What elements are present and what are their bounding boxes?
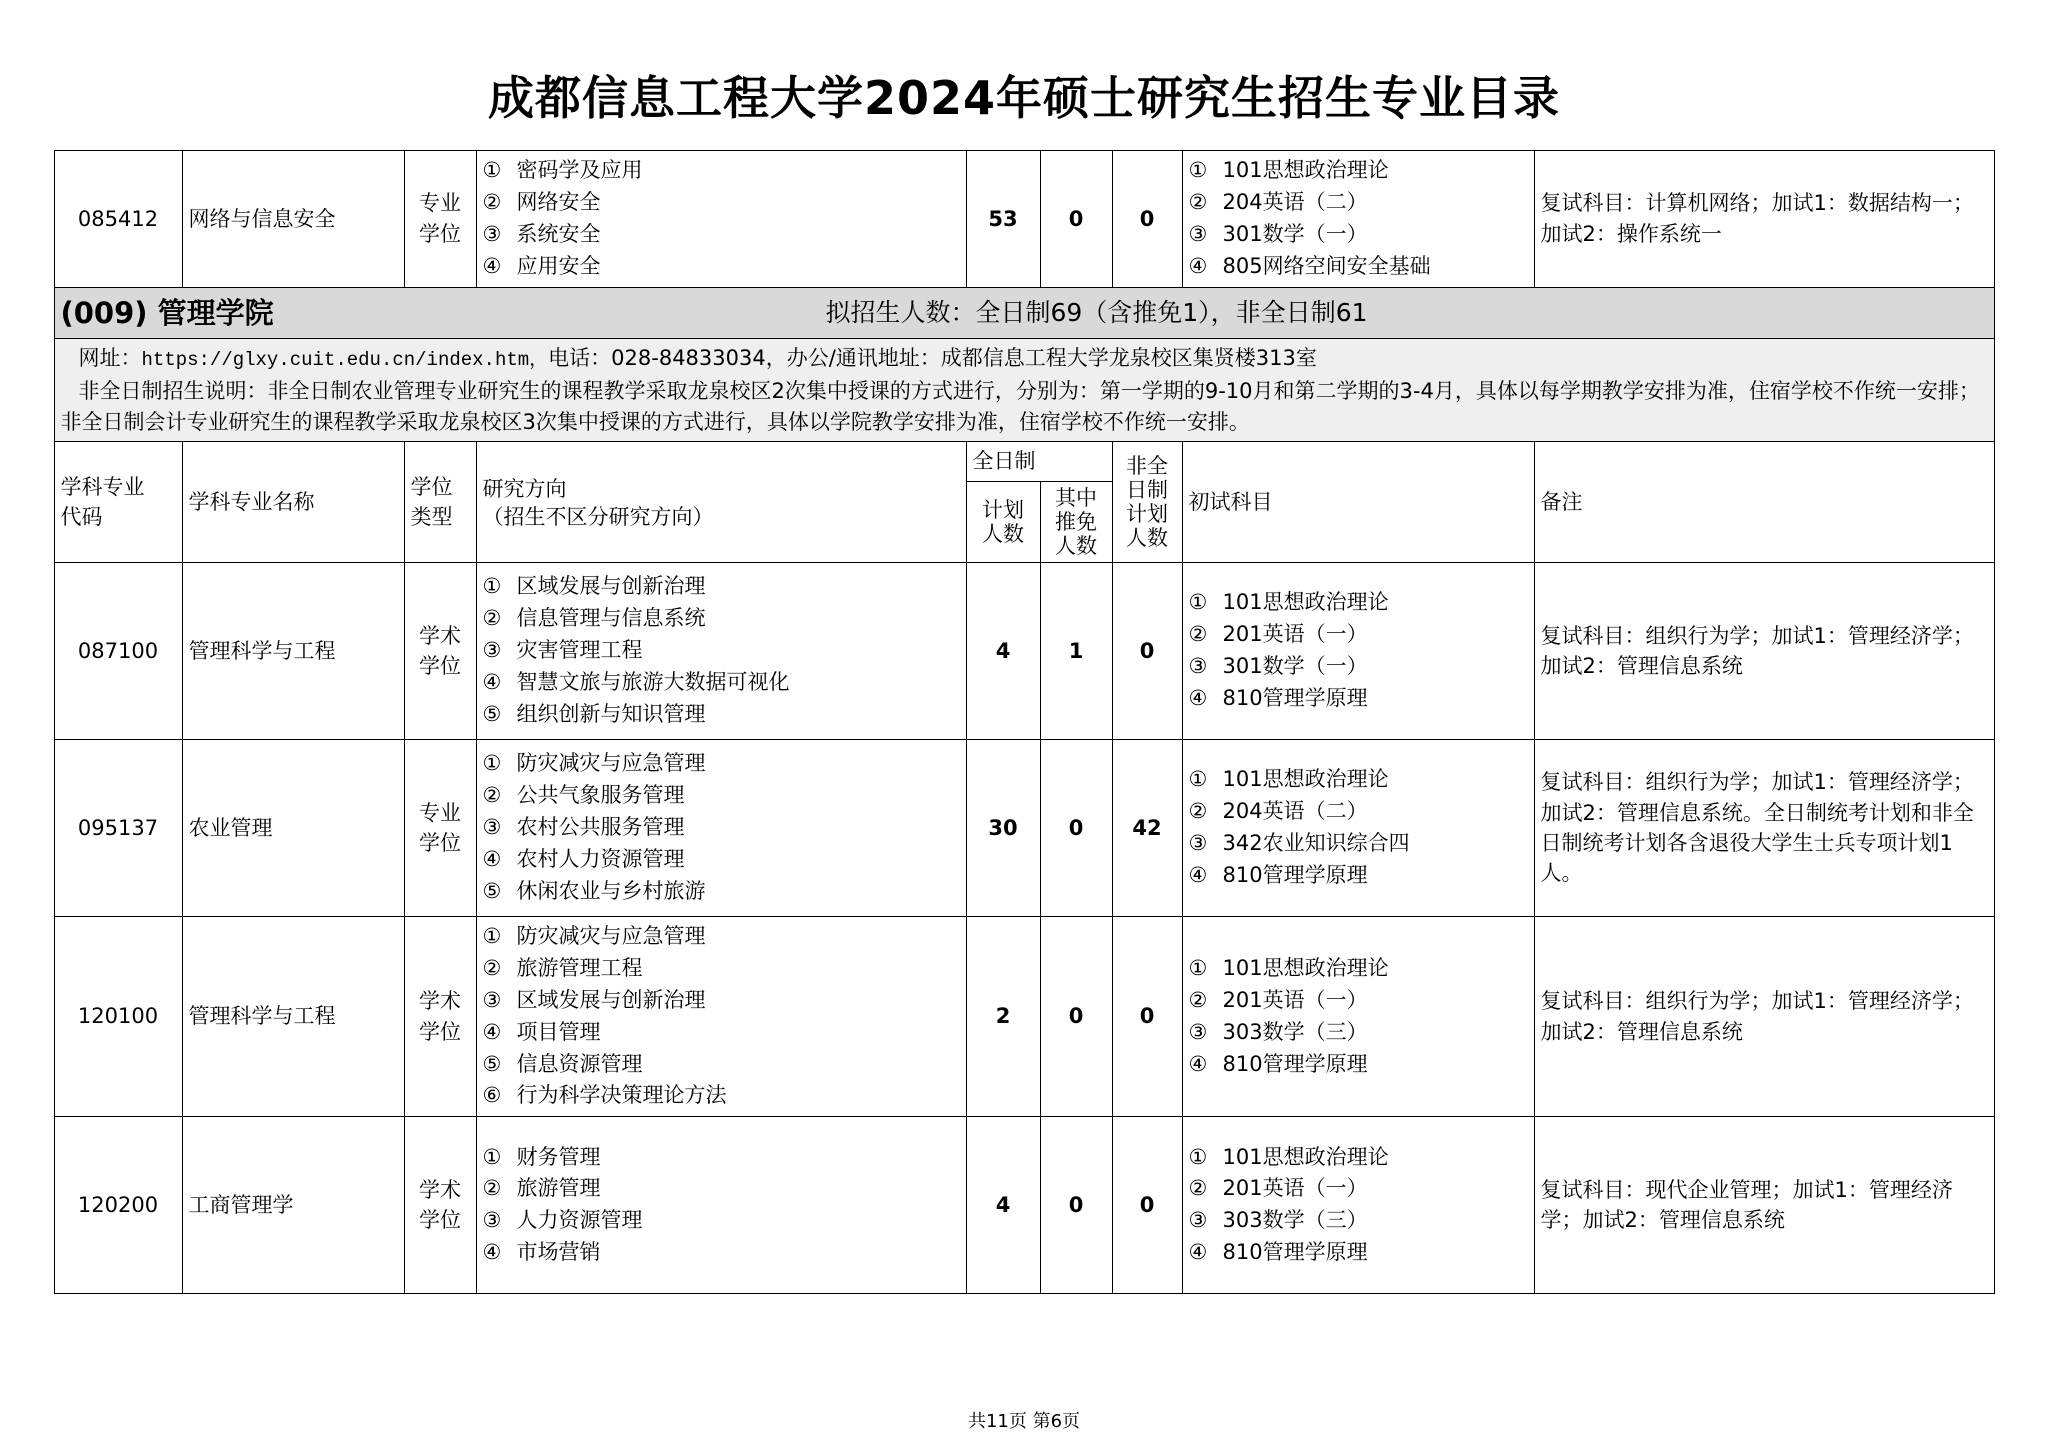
major-code: 095137 — [54, 739, 182, 916]
exam-text: 810管理学原理 — [1222, 1240, 1368, 1265]
header-degree-l1: 学位 — [410, 474, 453, 499]
exam-text: 810管理学原理 — [1222, 1051, 1368, 1076]
marker-2-icon: ② — [482, 606, 502, 631]
list-item — [483, 1080, 960, 1112]
degree-type — [404, 739, 476, 916]
header-part-time-plan — [1112, 442, 1182, 563]
marker-5-icon: ⑤ — [482, 878, 502, 903]
list-item — [483, 251, 960, 283]
research-directions — [476, 151, 966, 288]
page-title: 成都信息工程大学2024年硕士研究生招生专业目录 — [487, 71, 1561, 125]
list-item — [1189, 619, 1528, 651]
list-item — [1189, 1173, 1528, 1205]
marker-6-icon: ⑥ — [482, 1083, 502, 1108]
degree-type-line1: 专业 — [419, 191, 461, 216]
list-item — [483, 812, 960, 844]
remark: 复试科目：组织行为学；加试1：管理经济学；加试2：管理信息系统 — [1534, 916, 1994, 1116]
college-info — [54, 338, 1994, 441]
direction-text: 灾害管理工程 — [516, 638, 643, 662]
direction-text: 市场营销 — [516, 1240, 601, 1265]
degree-type — [404, 916, 476, 1116]
website-url[interactable]: https://glxy.cuit.edu.cn/index.htm， — [141, 348, 549, 371]
header-rec-l3: 人数 — [1055, 533, 1097, 558]
header-degree-type — [404, 442, 476, 563]
exam-list — [1189, 155, 1528, 283]
admissions-table — [54, 150, 1995, 1294]
marker-2-icon: ② — [1188, 987, 1208, 1012]
remark: 复试科目：现代企业管理；加试1：管理经济学；加试2：管理信息系统 — [1534, 1117, 1994, 1294]
list-item — [483, 985, 960, 1017]
major-code: 120200 — [54, 1117, 182, 1294]
marker-1-icon: ① — [1188, 158, 1208, 182]
exam-text: 303数学（三） — [1222, 1208, 1368, 1233]
marker-3-icon: ③ — [482, 221, 502, 246]
plan-part-time: 0 — [1112, 562, 1182, 739]
exam-subjects — [1182, 562, 1534, 739]
recommended-count: 0 — [1040, 739, 1112, 916]
marker-3-icon: ③ — [482, 987, 502, 1012]
direction-list — [483, 1142, 960, 1270]
exam-text: 204英语（二） — [1222, 189, 1368, 214]
header-plan-l2: 人数 — [982, 521, 1024, 546]
header-major-code-l1: 学科专业 — [60, 474, 145, 499]
exam-subjects — [1182, 916, 1534, 1116]
list-item — [1189, 1049, 1528, 1081]
direction-text: 系统安全 — [516, 221, 601, 246]
marker-1-icon: ① — [482, 751, 502, 776]
list-item — [1189, 683, 1528, 715]
table-header-row — [54, 442, 1994, 481]
list-item — [483, 699, 960, 731]
marker-3-icon: ③ — [1188, 1019, 1208, 1044]
marker-2-icon: ② — [1188, 622, 1208, 647]
degree-type-line2: 学位 — [419, 653, 461, 678]
recommended-count: 0 — [1040, 151, 1112, 288]
header-degree-l2: 类型 — [410, 505, 453, 530]
list-item — [483, 603, 960, 635]
degree-type-line1: 学术 — [419, 989, 461, 1014]
marker-2-icon: ② — [482, 783, 502, 808]
marker-4-icon: ④ — [1188, 253, 1208, 278]
degree-type — [404, 562, 476, 739]
degree-type — [404, 151, 476, 288]
header-recommended-count — [1040, 481, 1112, 562]
list-item — [1189, 796, 1528, 828]
remark: 复试科目：组织行为学；加试1：管理经济学；加试2：管理信息系统。全日制统考计划和非全日制统考计划各含退役大学生士兵专项计划1人。 — [1534, 739, 1994, 916]
exam-list — [1189, 953, 1528, 1081]
exam-text: 805网络空间安全基础 — [1222, 253, 1431, 278]
direction-text: 公共气象服务管理 — [516, 783, 685, 808]
exam-text: 101思想政治理论 — [1222, 158, 1389, 182]
marker-1-icon: ① — [1188, 1144, 1208, 1169]
direction-text: 农村人力资源管理 — [516, 846, 685, 871]
table-row — [54, 562, 1994, 739]
plan-part-time: 0 — [1112, 1117, 1182, 1294]
list-item — [483, 571, 960, 603]
exam-text: 301数学（一） — [1222, 653, 1368, 678]
marker-5-icon: ⑤ — [482, 1051, 502, 1076]
direction-text: 信息资源管理 — [516, 1051, 643, 1076]
list-item — [1189, 1017, 1528, 1049]
direction-text: 行为科学决策理论方法 — [516, 1083, 727, 1108]
marker-2-icon: ② — [482, 955, 502, 980]
plan-part-time: 0 — [1112, 916, 1182, 1116]
college-contact-line — [61, 343, 1988, 375]
research-directions — [476, 562, 966, 739]
degree-type-line2: 学位 — [419, 221, 461, 246]
direction-text: 信息管理与信息系统 — [516, 606, 706, 631]
header-remark: 备注 — [1534, 442, 1994, 563]
direction-text: 网络安全 — [516, 189, 601, 214]
direction-text: 人力资源管理 — [516, 1208, 643, 1233]
list-item — [483, 219, 960, 251]
marker-4-icon: ④ — [482, 1240, 502, 1265]
exam-text: 201英语（一） — [1222, 1176, 1368, 1201]
header-exam-subjects: 初试科目 — [1182, 442, 1534, 563]
direction-text: 休闲农业与乡村旅游 — [516, 878, 706, 903]
plan-part-time: 0 — [1112, 151, 1182, 288]
header-full-time-group: 全日制 — [966, 442, 1112, 481]
marker-5-icon: ⑤ — [482, 701, 502, 726]
marker-3-icon: ③ — [1188, 221, 1208, 246]
marker-1-icon: ① — [1188, 767, 1208, 792]
header-major-code-l2: 代码 — [60, 505, 103, 530]
major-code: 085412 — [54, 151, 182, 288]
list-item — [483, 921, 960, 953]
list-item — [483, 667, 960, 699]
degree-type-line1: 专业 — [419, 800, 461, 825]
exam-list — [1189, 587, 1528, 715]
header-part-l2: 日制 — [1126, 477, 1168, 502]
marker-3-icon: ③ — [482, 638, 502, 662]
header-rec-l2: 推免 — [1055, 509, 1097, 534]
direction-text: 区域发展与创新治理 — [516, 987, 706, 1012]
marker-3-icon: ③ — [1188, 830, 1208, 855]
list-item — [483, 780, 960, 812]
marker-3-icon: ③ — [482, 1208, 502, 1233]
marker-2-icon: ② — [1188, 189, 1208, 214]
marker-4-icon: ④ — [482, 1019, 502, 1044]
list-item — [1189, 860, 1528, 892]
list-item — [1189, 764, 1528, 796]
direction-text: 防灾减灾与应急管理 — [516, 923, 706, 948]
header-research-direction — [476, 442, 966, 563]
exam-subjects — [1182, 1117, 1534, 1294]
list-item — [1189, 219, 1528, 251]
list-item — [483, 1142, 960, 1174]
list-item — [483, 876, 960, 908]
remark: 复试科目：计算机网络；加试1：数据结构一；加试2：操作系统一 — [1534, 151, 1994, 288]
list-item — [483, 635, 960, 667]
header-rec-l1: 其中 — [1055, 485, 1097, 510]
direction-text: 应用安全 — [516, 253, 601, 278]
exam-text: 201英语（一） — [1222, 987, 1368, 1012]
direction-text: 防灾减灾与应急管理 — [516, 751, 706, 776]
exam-text: 810管理学原理 — [1222, 685, 1368, 710]
list-item — [483, 953, 960, 985]
major-name: 工商管理学 — [182, 1117, 404, 1294]
list-item — [1189, 155, 1528, 187]
remark: 复试科目：组织行为学；加试1：管理经济学；加试2：管理信息系统 — [1534, 562, 1994, 739]
plan-full-time: 2 — [966, 916, 1040, 1116]
exam-list — [1189, 764, 1528, 892]
marker-4-icon: ④ — [1188, 685, 1208, 710]
exam-text: 303数学（三） — [1222, 1019, 1368, 1044]
degree-type-line2: 学位 — [419, 1019, 461, 1044]
major-name: 管理科学与工程 — [182, 562, 404, 739]
exam-text: 101思想政治理论 — [1222, 1144, 1389, 1169]
marker-4-icon: ④ — [1188, 862, 1208, 887]
marker-4-icon: ④ — [482, 846, 502, 871]
direction-text: 财务管理 — [516, 1144, 601, 1169]
list-item — [1189, 828, 1528, 860]
direction-text: 旅游管理 — [516, 1176, 601, 1201]
header-part-l1: 非全 — [1126, 453, 1168, 478]
marker-3-icon: ③ — [482, 815, 502, 839]
exam-subjects — [1182, 739, 1534, 916]
college-info-row — [54, 338, 1994, 441]
header-part-l3: 计划 — [1126, 502, 1168, 527]
marker-2-icon: ② — [482, 189, 502, 214]
header-plan-l1: 计划 — [982, 497, 1024, 522]
plan-part-time: 42 — [1112, 739, 1182, 916]
list-item — [483, 748, 960, 780]
exam-subjects — [1182, 151, 1534, 288]
degree-type-line1: 学术 — [419, 623, 461, 648]
marker-2-icon: ② — [1188, 799, 1208, 824]
exam-text: 101思想政治理论 — [1222, 767, 1389, 792]
exam-text: 204英语（二） — [1222, 799, 1368, 824]
table-row — [54, 739, 1994, 916]
research-directions — [476, 739, 966, 916]
list-item — [483, 187, 960, 219]
list-item — [483, 1237, 960, 1269]
major-code: 087100 — [54, 562, 182, 739]
plan-full-time: 4 — [966, 1117, 1040, 1294]
marker-3-icon: ③ — [1188, 653, 1208, 678]
page-footer: 共11页 第6页 — [967, 1411, 1081, 1432]
list-item — [1189, 1142, 1528, 1174]
direction-text: 项目管理 — [516, 1019, 601, 1044]
degree-type-line2: 学位 — [419, 1208, 461, 1233]
header-major-code — [54, 442, 182, 563]
major-code: 120100 — [54, 916, 182, 1116]
header-dir-l1: 研究方向 — [482, 477, 567, 502]
list-item — [1189, 587, 1528, 619]
list-item — [1189, 187, 1528, 219]
direction-text: 智慧文旅与旅游大数据可视化 — [516, 669, 790, 694]
marker-2-icon: ② — [482, 1176, 502, 1201]
exam-text: 810管理学原理 — [1222, 862, 1368, 887]
degree-type-line2: 学位 — [419, 830, 461, 855]
direction-text: 密码学及应用 — [516, 158, 643, 182]
exam-text: 301数学（一） — [1222, 221, 1368, 246]
degree-type — [404, 1117, 476, 1294]
college-name: (009) 管理学院 — [60, 295, 274, 330]
list-item — [483, 155, 960, 187]
enrollment-summary: 拟招生人数：全日制69（含推免1），非全日制61 — [825, 297, 1368, 327]
header-major-name: 学科专业名称 — [182, 442, 404, 563]
recommended-count: 0 — [1040, 916, 1112, 1116]
major-name: 农业管理 — [182, 739, 404, 916]
list-item — [1189, 1237, 1528, 1269]
marker-4-icon: ④ — [1188, 1240, 1208, 1265]
direction-list — [483, 748, 960, 908]
direction-text: 区域发展与创新治理 — [516, 574, 706, 599]
plan-full-time: 30 — [966, 739, 1040, 916]
website-label: 网址： — [78, 345, 142, 370]
direction-list — [483, 155, 960, 283]
part-time-note: 非全日制招生说明：非全日制农业管理专业研究生的课程教学采取龙泉校区2次集中授课的方式进行，分别为：第一学期的9-10月和第二学期的3-4月，具体以每学期教学安排为准，住宿学校不作统一安排；非全日制会计专业研究生的课程教学采取龙泉校区3次集中授课的方式进行，具体以学院教学安排为准，住宿学校不作统一安排。 — [60, 379, 1980, 434]
degree-type-line1: 学术 — [419, 1177, 461, 1202]
exam-text: 101思想政治理论 — [1222, 955, 1389, 980]
direction-list — [483, 571, 960, 731]
list-item — [483, 1205, 960, 1237]
marker-4-icon: ④ — [1188, 1051, 1208, 1076]
marker-1-icon: ① — [482, 1144, 502, 1169]
table-row — [54, 916, 1994, 1116]
direction-text: 旅游管理工程 — [516, 955, 643, 980]
header-plan-count — [966, 481, 1040, 562]
exam-list — [1189, 1142, 1528, 1270]
list-item — [1189, 985, 1528, 1017]
list-item — [1189, 251, 1528, 283]
list-item — [483, 844, 960, 876]
direction-list — [483, 921, 960, 1112]
table-row — [54, 1117, 1994, 1294]
plan-full-time: 4 — [966, 562, 1040, 739]
plan-full-time: 53 — [966, 151, 1040, 288]
list-item — [483, 1049, 960, 1081]
header-dir-l2: （招生不区分研究方向） — [482, 504, 714, 529]
marker-1-icon: ① — [1188, 955, 1208, 980]
list-item — [1189, 651, 1528, 683]
marker-1-icon: ① — [482, 574, 502, 599]
marker-2-icon: ② — [1188, 1176, 1208, 1201]
major-name: 管理科学与工程 — [182, 916, 404, 1116]
exam-text: 342农业知识综合四 — [1222, 830, 1410, 855]
list-item — [1189, 1205, 1528, 1237]
marker-4-icon: ④ — [482, 253, 502, 278]
header-part-l4: 人数 — [1126, 526, 1168, 551]
direction-text: 组织创新与知识管理 — [516, 701, 706, 726]
recommended-count: 1 — [1040, 562, 1112, 739]
exam-text: 101思想政治理论 — [1222, 590, 1389, 615]
research-directions — [476, 916, 966, 1116]
major-name: 网络与信息安全 — [182, 151, 404, 288]
marker-1-icon: ① — [482, 158, 502, 182]
college-section-header — [54, 287, 1994, 338]
marker-1-icon: ① — [482, 923, 502, 948]
table-row — [54, 151, 1994, 288]
marker-1-icon: ① — [1188, 590, 1208, 615]
marker-3-icon: ③ — [1188, 1208, 1208, 1233]
list-item — [1189, 953, 1528, 985]
direction-text: 农村公共服务管理 — [516, 815, 685, 839]
list-item — [483, 1173, 960, 1205]
exam-text: 201英语（一） — [1222, 622, 1368, 647]
contact-rest: 电话：028-84833034，办公/通讯地址：成都信息工程大学龙泉校区集贤楼313室 — [548, 345, 1317, 370]
recommended-count: 0 — [1040, 1117, 1112, 1294]
research-directions — [476, 1117, 966, 1294]
list-item — [483, 1017, 960, 1049]
marker-4-icon: ④ — [482, 669, 502, 694]
